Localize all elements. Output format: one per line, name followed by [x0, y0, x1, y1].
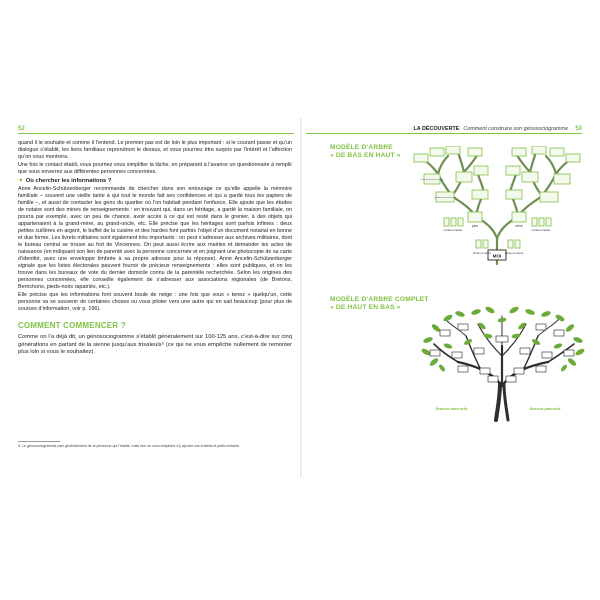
uncles-aunts-left-label: oncles et tantes — [443, 229, 463, 232]
mother-label: mère — [515, 224, 523, 228]
model1-title-line: « DE BAS EN HAUT » — [330, 152, 401, 159]
father-label: père — [471, 224, 479, 228]
paragraph: Anne Ancelin-Schützenberger recommande de chercher dans son entourage ce qu’elle appelle la mémoire familiale – souvent une vieille tante à qui tout le monde fait ses confidences et qui a gardé tous les papiers de famille –, et aussi de contacter les gens du quartier où l’on habitait pendant l’enfance. Elle ajoute que les études de notaire sont des mines de renseignements : en trouvant qui, dans un héritage, a gardé la maison familiale, on pourra par exemple, avec un peu de chance, avoir accès à ce qui est resté dans le grenier, à des objets qui appartenaient à la grand-mère, au grand-oncle, etc. Elle précise que les héritages sont parfois infimes : deux petites cuillères en argent, le buffet de la cuisine et des hardes font parfois l’objet d’un document notarial en bonne et due forme. Les livrets militaires sont également très importants : on peut s’adresser aux archives militaires, dont le bureau central se trouve au fort de Vincennes. On peut aussi écrire aux mairies et demander les actes de naissance (en indiquant son lien de parenté avec la personne concernée et en joignant une photocopie de sa carte d’identité, avec une enveloppe timbrée à sa propre adresse pour la réponse). Anne Ancelin-Schützenberger signale que les listes électorales peuvent fournir de précieux renseignements : elles sont publiques, et on les trouve dans les bureaux de vote du dernier domicile connu de la parentèle recherchée. Selon les origines des personnes concernées, elle conseille également de s’adresser aux associations régionales (de Bretons, Berrichons, pieds-noirs rapatriés, etc.). — [18, 186, 292, 290]
siblings-right-label: frères et sœurs — [504, 252, 524, 255]
model2-title-line: « DE HAUT EN BAS » — [330, 304, 401, 311]
model2-title — [330, 296, 429, 312]
paragraph: Elle précise que les informations font souvent boule de neige : une fois que vous « tenez » quelqu’un, cette personne va se souvenir de certaines choses ou vous piloter vers une autre qui en sait beaucoup (pour plus de sources d’information, voir p. 196). — [18, 292, 292, 312]
model2-title-line: MODÈLE D’ARBRE COMPLET — [330, 296, 429, 303]
paragraph: quand il le souhaite et comme il l’entend. Le premier pas est de loin le plus important : si le courant passe et qu’un dialogue s’établit, les liens familiaux reprendront le dessus, et vous pourriez être surpris par l’intérêt et l’affection qu’on vous montrera. — [18, 140, 292, 160]
paragraph: Comme on l’a déjà dit, un génosociogramme s’établit généralement sur 100-125 ans, c’est-à-dire sur cinq générations en partant de la sienne jusqu’aux trisaïeuls⁵ (ce qui ne vous empêche nullement de remonter plus loin si vous le souhaitez). — [18, 334, 292, 356]
model1-title-line: MODÈLE D’ARBRE — [330, 144, 393, 151]
footnote-rule — [18, 441, 60, 442]
book-spread — [12, 118, 588, 478]
section-title: COMMENT COMMENCER ? — [18, 321, 126, 330]
maternal-branch-label: Branche maternelle — [436, 407, 468, 411]
right-page — [302, 118, 588, 478]
header-rule-left — [18, 133, 294, 134]
great-grandparents-box-label: arrière grands-parents maternels — [420, 179, 444, 181]
grandparents-box-label: grands-parents maternels — [434, 196, 456, 199]
subheading-text: Où chercher les informations ? — [25, 178, 112, 184]
left-page — [12, 118, 300, 478]
left-page-body — [18, 140, 292, 358]
running-head — [413, 126, 568, 132]
page-number-left: 52 — [18, 126, 25, 132]
bottom-up-tree-diagram — [412, 146, 582, 274]
siblings-left-label: frères et sœurs — [472, 252, 492, 255]
paternal-branch-label: Branche paternelle — [530, 407, 561, 411]
page-number-right: 53 — [575, 126, 582, 132]
header-rule-right — [306, 133, 582, 134]
running-head-chapter: Comment construire son génosociogramme — [463, 126, 568, 132]
paragraph: Une fois le contact établi, vous pourriez vous simplifier la tâche, en préparant à l’avance un questionnaire à remplir que vous enverrez aux différentes personnes concernées. — [18, 162, 292, 175]
running-head-part: LA DÉCOUVERTE — [413, 126, 460, 132]
model1-title — [330, 144, 401, 160]
moi-label: MOI — [492, 253, 502, 259]
subheading — [18, 178, 292, 185]
triangle-icon: ▼ — [18, 178, 24, 184]
footnote: 5. Le génosociogramme part généralement de la personne qui l’établit, mais rien ne vous empêche d’y ajouter vos enfants et petits-enfants. — [18, 444, 240, 448]
uncles-aunts-right-label: oncles et tantes — [531, 229, 551, 232]
top-down-tree-illustration — [418, 306, 588, 424]
